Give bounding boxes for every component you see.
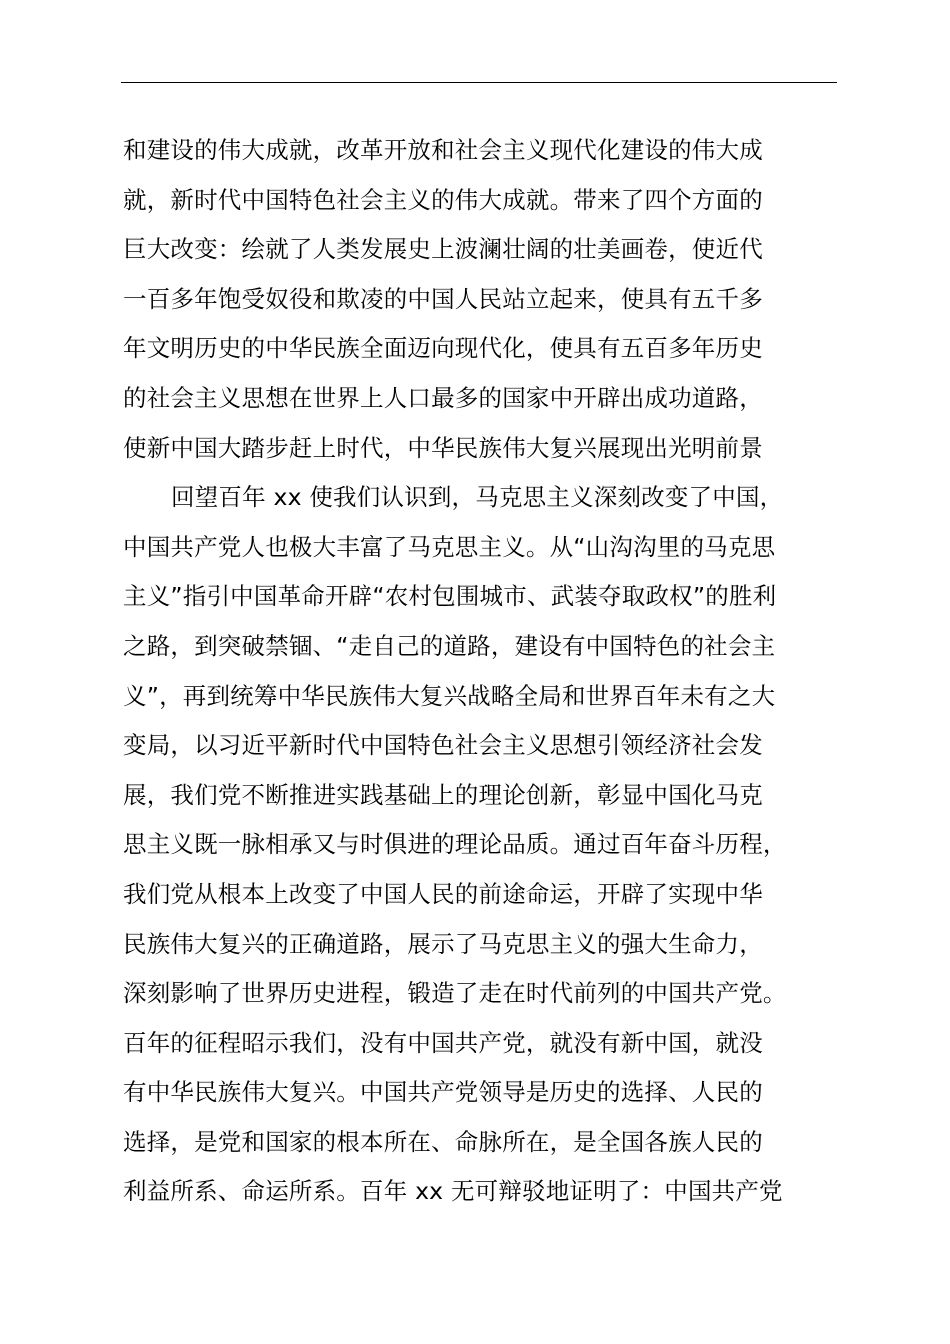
text-line: 思主义既一脉相承又与时俱进的理论品质。通过百年奋斗历程， — [123, 830, 787, 859]
text-line: 中国共产党人也极大丰富了马克思主义。从“山沟沟里的马克思 — [123, 532, 776, 561]
text-line: 民族伟大复兴的正确道路，展示了马克思主义的强大生命力， — [123, 929, 763, 958]
text-line: 选择，是党和国家的根本所在、命脉所在，是全国各族人民的 — [123, 1127, 763, 1156]
text-line: 的社会主义思想在世界上人口最多的国家中开辟出成功道路， — [123, 383, 763, 412]
text-line: 年文明历史的中华民族全面迈向现代化，使具有五百多年历史 — [123, 334, 763, 363]
text-line: 一百多年饱受奴役和欺凌的中国人民站立起来，使具有五千多 — [123, 284, 763, 313]
header-rule — [121, 82, 837, 83]
text-line: 之路，到突破禁锢、“走自己的道路，建设有中国特色的社会主 — [123, 631, 776, 660]
text-line: 我们党从根本上改变了中国人民的前途命运，开辟了实现中华 — [123, 879, 763, 908]
text-line: 深刻影响了世界历史进程，锻造了走在时代前列的中国共产党。 — [123, 979, 787, 1008]
text-line-indented: 回望百年 xx 使我们认识到，马克思主义深刻改变了中国， — [171, 483, 784, 512]
text-line: 主义”指引中国革命开辟“农村包围城市、武装夺取政权”的胜利 — [123, 582, 777, 611]
text-line: 有中华民族伟大复兴。中国共产党领导是历史的选择、人民的 — [123, 1078, 763, 1107]
text-line: 利益所系、命运所系。百年 xx 无可辩驳地证明了：中国共产党 — [123, 1177, 783, 1206]
text-line: 巨大改变：绘就了人类发展史上波澜壮阔的壮美画卷，使近代 — [123, 235, 763, 264]
text-line: 展，我们党不断推进实践基础上的理论创新，彰显中国化马克 — [123, 780, 763, 809]
document-body — [123, 126, 853, 1217]
text-line: 和建设的伟大成就，改革开放和社会主义现代化建设的伟大成 — [123, 136, 763, 164]
text-line: 百年的征程昭示我们，没有中国共产党，就没有新中国，就没 — [123, 1028, 763, 1057]
text-line: 变局，以习近平新时代中国特色社会主义思想引领经济社会发 — [123, 731, 763, 760]
text-line: 使新中国大踏步赶上时代，中华民族伟大复兴展现出光明前景 — [123, 433, 763, 462]
text-line: 义”，再到统筹中华民族伟大复兴战略全局和世界百年未有之大 — [123, 681, 776, 710]
paragraph-1 — [123, 126, 853, 473]
paragraph-2 — [123, 473, 853, 1217]
text-line: 就，新时代中国特色社会主义的伟大成就。带来了四个方面的 — [123, 185, 763, 214]
